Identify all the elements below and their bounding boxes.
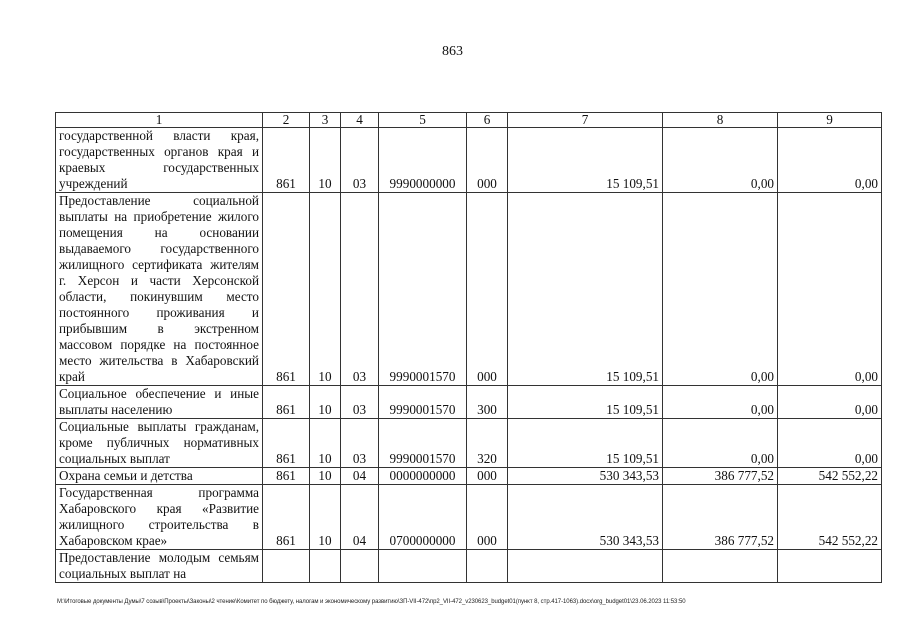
column-header: 1 bbox=[56, 113, 263, 128]
cell-amount-7: 530 343,53 bbox=[508, 485, 663, 550]
cell-expense-type: 000 bbox=[467, 128, 508, 193]
row-name: Предоставление социальной выплаты на приобретение жилого помещения на основании выдаваемого государственного жилищного сертификата жителям г. Херсон и части Херсонской области, покинувшим место постоянного проживания и прибывшим в экстренном массовом порядке на постоянное место жительства в Хабаровский край bbox=[56, 193, 263, 386]
cell-ministry: 861 bbox=[263, 485, 310, 550]
cell-amount-7: 15 109,51 bbox=[508, 386, 663, 419]
cell-ministry: 861 bbox=[263, 193, 310, 386]
cell-subsection: 03 bbox=[341, 419, 379, 468]
table-row bbox=[56, 550, 882, 583]
cell-ministry bbox=[263, 550, 310, 583]
row-name: Социальные выплаты гражданам, кроме публичных нормативных социальных выплат bbox=[56, 419, 263, 468]
cell-amount-9: 0,00 bbox=[778, 128, 882, 193]
cell-amount-8: 0,00 bbox=[663, 419, 778, 468]
column-header: 2 bbox=[263, 113, 310, 128]
cell-amount-8: 386 777,52 bbox=[663, 485, 778, 550]
cell-target-code bbox=[379, 550, 467, 583]
cell-subsection: 04 bbox=[341, 485, 379, 550]
row-name: государственной власти края, государственных органов края и краевых государственных учреждений bbox=[56, 128, 263, 193]
cell-amount-7: 15 109,51 bbox=[508, 193, 663, 386]
cell-amount-7: 15 109,51 bbox=[508, 419, 663, 468]
cell-target-code: 9990000000 bbox=[379, 128, 467, 193]
cell-subsection: 03 bbox=[341, 128, 379, 193]
cell-expense-type: 000 bbox=[467, 485, 508, 550]
cell-section: 10 bbox=[310, 193, 341, 386]
cell-amount-8: 0,00 bbox=[663, 128, 778, 193]
cell-target-code: 0700000000 bbox=[379, 485, 467, 550]
cell-subsection bbox=[341, 550, 379, 583]
cell-expense-type: 000 bbox=[467, 468, 508, 485]
cell-amount-8: 0,00 bbox=[663, 193, 778, 386]
cell-amount-9: 0,00 bbox=[778, 386, 882, 419]
cell-target-code: 9990001570 bbox=[379, 419, 467, 468]
column-header: 8 bbox=[663, 113, 778, 128]
cell-amount-7 bbox=[508, 550, 663, 583]
row-name: Охрана семьи и детства bbox=[56, 468, 263, 485]
table-row bbox=[56, 468, 882, 485]
column-header: 5 bbox=[379, 113, 467, 128]
cell-expense-type: 320 bbox=[467, 419, 508, 468]
table-row bbox=[56, 386, 882, 419]
cell-amount-9: 542 552,22 bbox=[778, 468, 882, 485]
cell-target-code: 9990001570 bbox=[379, 386, 467, 419]
row-name: Предоставление молодым семьям социальных выплат на bbox=[56, 550, 263, 583]
budget-table bbox=[55, 112, 882, 583]
cell-subsection: 03 bbox=[341, 386, 379, 419]
cell-section: 10 bbox=[310, 468, 341, 485]
table-row bbox=[56, 485, 882, 550]
cell-amount-8: 0,00 bbox=[663, 386, 778, 419]
column-header: 6 bbox=[467, 113, 508, 128]
column-header: 7 bbox=[508, 113, 663, 128]
column-header: 9 bbox=[778, 113, 882, 128]
row-name: Социальное обеспечение и иные выплаты населению bbox=[56, 386, 263, 419]
cell-amount-7: 530 343,53 bbox=[508, 468, 663, 485]
row-name: Государственная программа Хабаровского края «Развитие жилищного строительства в Хабаровском крае» bbox=[56, 485, 263, 550]
cell-amount-9: 0,00 bbox=[778, 419, 882, 468]
cell-ministry: 861 bbox=[263, 468, 310, 485]
cell-ministry: 861 bbox=[263, 419, 310, 468]
cell-section: 10 bbox=[310, 386, 341, 419]
cell-section bbox=[310, 550, 341, 583]
cell-section: 10 bbox=[310, 485, 341, 550]
cell-section: 10 bbox=[310, 419, 341, 468]
table-row bbox=[56, 419, 882, 468]
cell-ministry: 861 bbox=[263, 128, 310, 193]
cell-amount-8 bbox=[663, 550, 778, 583]
column-header: 4 bbox=[341, 113, 379, 128]
cell-expense-type: 300 bbox=[467, 386, 508, 419]
cell-target-code: 9990001570 bbox=[379, 193, 467, 386]
cell-subsection: 03 bbox=[341, 193, 379, 386]
column-header: 3 bbox=[310, 113, 341, 128]
cell-expense-type: 000 bbox=[467, 193, 508, 386]
cell-subsection: 04 bbox=[341, 468, 379, 485]
cell-amount-9: 542 552,22 bbox=[778, 485, 882, 550]
cell-amount-9: 0,00 bbox=[778, 193, 882, 386]
table-row bbox=[56, 193, 882, 386]
cell-amount-9 bbox=[778, 550, 882, 583]
cell-ministry: 861 bbox=[263, 386, 310, 419]
table-row bbox=[56, 128, 882, 193]
cell-amount-8: 386 777,52 bbox=[663, 468, 778, 485]
cell-target-code: 0000000000 bbox=[379, 468, 467, 485]
header-row bbox=[56, 113, 882, 128]
cell-section: 10 bbox=[310, 128, 341, 193]
cell-expense-type bbox=[467, 550, 508, 583]
document-path-footer: M:\Итоговые документы Думы\7 созыв\Проекты\Законы\2 чтение\Комитет по бюджету, налогам и экономическому развитию\ЗП-VII-472\пр2_VII-472_v230623_budget01(пункт 8, стр.417-1063).docx\org_budget01\23.06.2023 11:53:50 bbox=[57, 599, 686, 605]
cell-amount-7: 15 109,51 bbox=[508, 128, 663, 193]
page-number: 863 bbox=[442, 44, 463, 59]
